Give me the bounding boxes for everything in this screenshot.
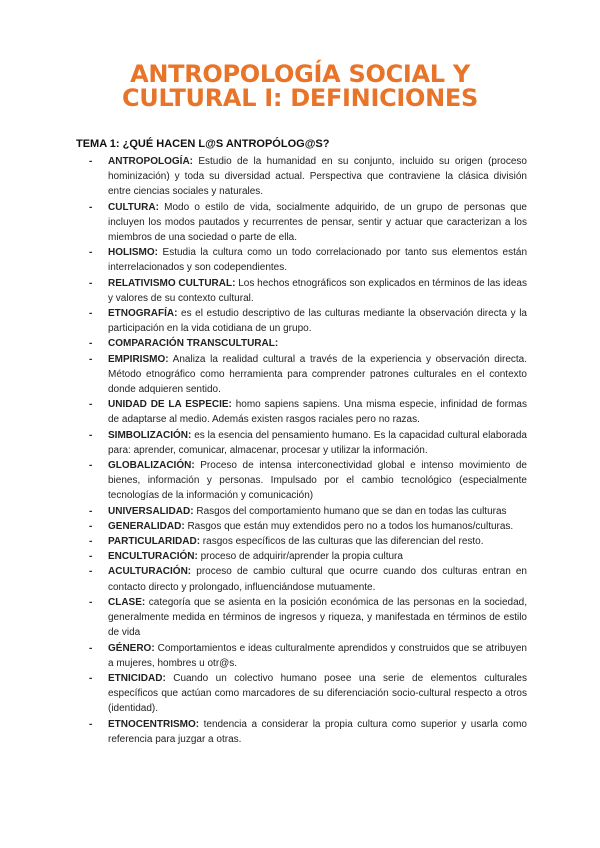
bullet-dash: - bbox=[89, 505, 93, 517]
definition-item bbox=[89, 352, 527, 398]
bullet-dash: - bbox=[89, 399, 93, 411]
definition-item bbox=[89, 154, 527, 200]
definition-text: Proceso de intensa interconectividad global e intenso movimiento de bienes, información y personas. Impulsado por el cambio tecnológico (especialmente tecnologías de la información y comunicación) bbox=[108, 460, 527, 502]
definition-term: CULTURA: bbox=[108, 201, 159, 213]
bullet-dash: - bbox=[89, 718, 93, 730]
bullet-dash: - bbox=[89, 551, 93, 563]
definition-term: SIMBOLIZACIÓN: bbox=[108, 429, 192, 441]
bullet-dash: - bbox=[89, 277, 93, 289]
bullet-dash: - bbox=[89, 566, 93, 578]
title-line-2: CULTURAL I: DEFINICIONES bbox=[121, 84, 479, 112]
definition-text: homo sapiens sapiens. Una misma especie, infinidad de formas de adaptarse al medio. Además existen rasgos raciales pero no razas. bbox=[108, 399, 527, 426]
definition-term: ANTROPOLOGÍA: bbox=[108, 156, 193, 167]
definition-text: tendencia a considerar la propia cultura como superior y usarla como referencia para juzgar a otras. bbox=[108, 718, 527, 745]
definition-text: Comportamientos e ideas culturalmente aprendidos y construidos que se atribuyen a mujeres, hombres u otr@s. bbox=[108, 642, 527, 669]
bullet-dash: - bbox=[89, 338, 93, 350]
definition-text: Analiza la realidad cultural a través de la experiencia y observación directa. Método etnográfico como herramienta para comprender patrones culturales en el contexto donde adquieren sentido. bbox=[108, 353, 527, 396]
bullet-dash: - bbox=[89, 596, 93, 608]
definition-term: CLASE: bbox=[108, 596, 146, 608]
definition-item bbox=[89, 534, 527, 549]
definition-term: GÉNERO: bbox=[108, 642, 155, 654]
definition-item bbox=[89, 200, 527, 246]
definition-text: Modo o estilo de vida, socialmente adquirido, de un grupo de personas que incluyen los modos pautados y recurrentes de pensar, sentir y actuar que caracterizan a los miembros de una sociedad o parte de ella. bbox=[108, 201, 527, 244]
definition-text: es el estudio descriptivo de las culturas mediante la observación directa y la participación en la vida cotidiana de un grupo. bbox=[108, 308, 527, 335]
definition-term: ETNOGRAFÍA: bbox=[108, 308, 178, 320]
definition-text: Rasgos que están muy extendidos pero no a todos los humanos/culturas. bbox=[184, 520, 514, 532]
definition-text: proceso de adquirir/aprender la propia cultura bbox=[197, 551, 403, 563]
definition-term: GENERALIDAD: bbox=[108, 520, 185, 532]
definition-item bbox=[89, 549, 527, 564]
bullet-dash: - bbox=[89, 536, 93, 548]
definition-item bbox=[89, 717, 527, 747]
definition-term: COMPARACIÓN TRANSCULTURAL: bbox=[108, 338, 279, 350]
definition-text: categoría que se asienta en la posición económica de las personas en la sociedad, generalmente medida en términos de ingresos y riqueza, y manifestada en términos de estilo de vida bbox=[108, 596, 527, 639]
bullet-dash: - bbox=[89, 247, 93, 259]
definition-item bbox=[89, 306, 527, 336]
definition-term: HOLISMO: bbox=[108, 247, 158, 259]
definition-item bbox=[89, 564, 527, 594]
definition-item bbox=[89, 397, 527, 427]
definition-item bbox=[89, 641, 527, 671]
definition-text: proceso de cambio cultural que ocurre cuando dos culturas entran en contacto directo y prolongado, influenciándose mutuamente. bbox=[108, 566, 527, 593]
definition-term: ENCULTURACIÓN: bbox=[108, 551, 198, 563]
definition-term: ETNOCENTRISMO: bbox=[108, 718, 200, 730]
definition-term: RELATIVISMO CULTURAL: bbox=[108, 277, 236, 289]
definition-item bbox=[89, 671, 527, 717]
definition-text: Estudio de la humanidad en su conjunto, incluido su origen (proceso hominización) y toda su diversidad actual. Perspectiva que contraviene la clásica división entre ciencias sociales y naturales. bbox=[108, 156, 527, 198]
definition-term: ETNICIDAD: bbox=[108, 672, 166, 684]
bullet-dash: - bbox=[89, 353, 93, 365]
definition-term: UNIDAD DE LA ESPECIE: bbox=[108, 399, 232, 411]
definition-term: ACULTURACIÓN: bbox=[108, 566, 192, 578]
definition-term: UNIVERSALIDAD: bbox=[108, 505, 194, 517]
definition-text: Los hechos etnográficos son explicados en términos de las ideas y valores de su contexto cultural. bbox=[108, 277, 527, 304]
definition-item bbox=[89, 276, 527, 306]
bullet-dash: - bbox=[89, 642, 93, 654]
section-heading: TEMA 1: ¿QUÉ HACEN L@S ANTROPÓLOG@S? bbox=[76, 138, 330, 150]
definition-item bbox=[89, 428, 527, 458]
bullet-dash: - bbox=[89, 672, 93, 684]
definitions-list bbox=[89, 154, 527, 747]
definition-item bbox=[89, 519, 527, 534]
definition-item bbox=[89, 458, 527, 504]
definition-text: es la esencia del pensamiento humano. Es la capacidad cultural elaborada para: aprender, comunicar, almacenar, procesar y utilizar la información. bbox=[108, 429, 527, 456]
bullet-dash: - bbox=[89, 308, 93, 320]
document-title bbox=[90, 62, 510, 110]
definition-item bbox=[89, 504, 527, 519]
bullet-dash: - bbox=[89, 460, 93, 472]
definition-text: rasgos específicos de las culturas que las diferencian del resto. bbox=[200, 536, 484, 548]
definition-item bbox=[89, 595, 527, 641]
bullet-dash: - bbox=[89, 201, 93, 213]
bullet-dash: - bbox=[89, 520, 93, 532]
definition-term: EMPIRISMO: bbox=[108, 353, 169, 365]
definition-term: GLOBALIZACIÓN: bbox=[108, 460, 195, 472]
definition-term: PARTICULARIDAD: bbox=[108, 536, 201, 548]
bullet-dash: - bbox=[89, 429, 93, 441]
definition-item bbox=[89, 245, 527, 275]
title-line-1: ANTROPOLOGÍA SOCIAL Y bbox=[130, 60, 470, 88]
bullet-dash: - bbox=[89, 156, 93, 167]
definition-text: Rasgos del comportamiento humano que se dan en todas las culturas bbox=[193, 505, 507, 517]
definition-item bbox=[89, 336, 527, 351]
definition-text: Estudia la cultura como un todo correlacionado por tanto sus elementos están interrelacionados y son codependientes. bbox=[108, 247, 527, 274]
definition-text: Cuando un colectivo humano posee una serie de elementos culturales específicos que actúan como marcadores de su diferenciación socio-cultural respecto a otros (identidad). bbox=[108, 672, 527, 715]
